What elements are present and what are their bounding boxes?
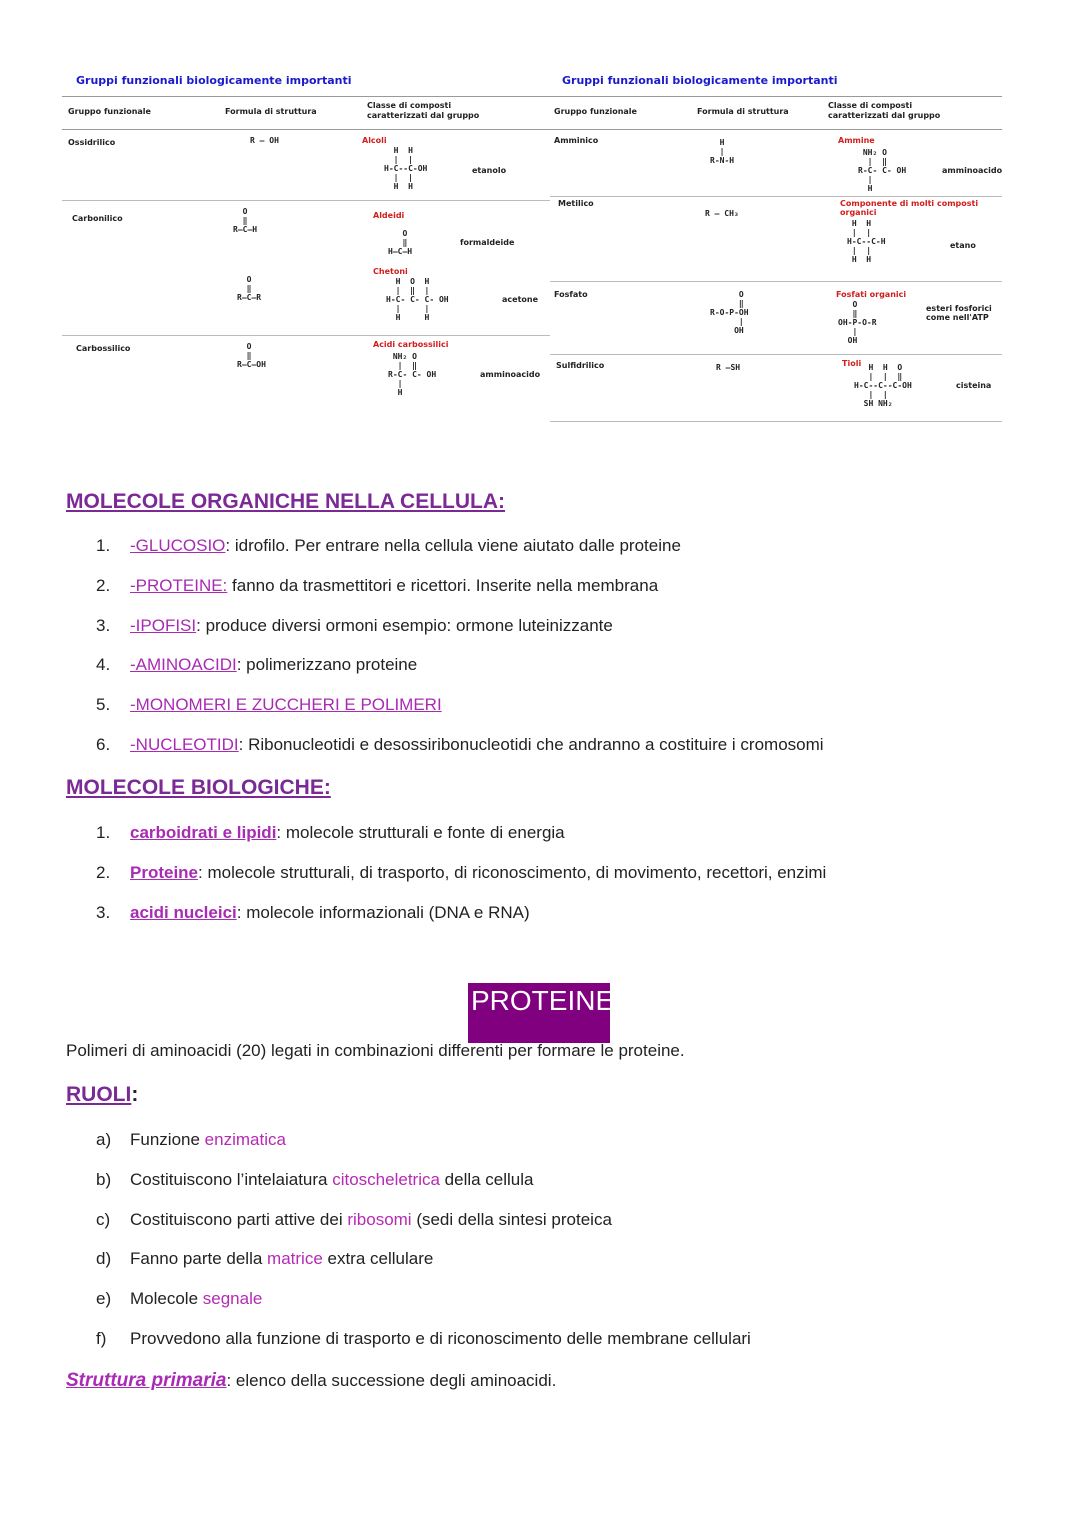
- structural-formula: R — OH: [250, 136, 279, 145]
- structural-formula: H | R-N-H: [710, 138, 735, 165]
- ruoli-list: [96, 1129, 751, 1368]
- list-number: 6.: [96, 734, 111, 754]
- list-number: 4.: [96, 655, 111, 675]
- list-letter: d): [96, 1249, 112, 1269]
- term-link[interactable]: -AMINOACIDI: [130, 655, 237, 675]
- compound-class: Chetoni: [373, 267, 408, 276]
- list-letter: f): [96, 1328, 107, 1348]
- functional-groups-table-left: [62, 70, 550, 408]
- term-link[interactable]: Proteine: [130, 862, 199, 882]
- list-item: [96, 734, 824, 774]
- example-formula: NH₂ O | ‖ R-C- C- OH | H: [858, 148, 907, 193]
- example-name: cisteina: [956, 381, 992, 390]
- term-link[interactable]: -IPOFISI: [130, 615, 197, 635]
- term-link[interactable]: -NUCLEOTIDI: [130, 734, 239, 754]
- table-header: [550, 96, 1002, 130]
- list-number: 1.: [96, 536, 111, 555]
- compound-class: Componente di molti composti organici: [840, 199, 979, 217]
- table-row: [550, 282, 1002, 355]
- organic-molecules-list: [96, 535, 824, 774]
- header-class: Classe di composti caratterizzati dal gruppo: [367, 101, 480, 120]
- list-item: [96, 575, 824, 615]
- group-name: Sulfidrilico: [556, 361, 605, 370]
- item-text: : polimerizzano proteine: [236, 655, 418, 675]
- group-name: Fosfato: [554, 290, 588, 299]
- item-text: Costituiscono l’intelaiatura: [130, 1169, 333, 1189]
- list-letter: e): [96, 1289, 112, 1309]
- ruoli-colon: :: [131, 1083, 139, 1106]
- list-item: [96, 1209, 751, 1249]
- term-link[interactable]: -PROTEINE:: [130, 575, 228, 595]
- list-item: [96, 654, 824, 694]
- header-formula: Formula di struttura: [697, 107, 789, 116]
- functional-groups-table-right: [550, 70, 1002, 422]
- group-name: Amminico: [554, 136, 599, 145]
- list-item: [96, 1328, 751, 1368]
- list-number: 1.: [96, 823, 111, 842]
- structural-formula: O ‖ R-O-P-OH | OH: [710, 290, 749, 335]
- list-item: [96, 1248, 751, 1288]
- highlight-term: citoscheletrica: [332, 1169, 440, 1189]
- example-name: formaldeide: [460, 238, 515, 247]
- table-title: Gruppi funzionali biologicamente importanti: [562, 74, 838, 87]
- item-text: Funzione: [130, 1130, 205, 1149]
- structural-formula: O ‖ R—C—OH: [237, 342, 266, 369]
- header-formula: Formula di struttura: [225, 107, 317, 116]
- example-name: etano: [950, 241, 976, 250]
- compound-class: Ammine: [838, 136, 875, 145]
- ruoli-heading: [66, 1083, 138, 1107]
- table-row: [62, 265, 550, 336]
- item-text-end: (sedi della sintesi proteica: [411, 1209, 612, 1229]
- list-item: [96, 902, 826, 942]
- table-header: [62, 96, 550, 130]
- item-text: : Ribonucleotidi e desossiribonucleotidi che andranno a costituire i cromosomi: [238, 734, 824, 754]
- table-row: [550, 130, 1002, 197]
- highlight-term: segnale: [202, 1289, 263, 1309]
- example-formula: NH₂ O | ‖ R-C- C- OH | H: [388, 352, 437, 397]
- table-row: [550, 355, 1002, 422]
- term-link[interactable]: carboidrati e lipidi: [130, 823, 277, 842]
- highlight-term: matrice: [267, 1249, 323, 1269]
- compound-class: Acidi carbossilici: [373, 340, 449, 349]
- header-group: Gruppo funzionale: [554, 107, 637, 116]
- list-item: [96, 694, 824, 734]
- example-name: amminoacido: [480, 370, 541, 379]
- item-text: : molecole informazionali (DNA e RNA): [236, 902, 530, 922]
- list-item: [96, 1288, 751, 1328]
- struttura-primaria-line: [66, 1370, 556, 1392]
- item-text-end: della cellula: [439, 1169, 534, 1189]
- example-formula: O ‖ OH-P-O-R | OH: [838, 300, 877, 345]
- item-text: : molecole strutturali, di trasporto, di riconoscimento, di movimento, recettori, enzimi: [198, 862, 827, 882]
- example-formula: H O H | ‖ | H-C- C- C- OH | | H H: [386, 277, 449, 322]
- structural-formula: R —SH: [716, 363, 741, 372]
- item-text: Provvedono alla funzione di trasporto e di riconoscimento delle membrane cellulari: [130, 1328, 751, 1348]
- header-class: Classe di composti caratterizzati dal gruppo: [828, 101, 941, 120]
- section-heading-biological-molecules: MOLECOLE BIOLOGICHE:: [66, 776, 331, 799]
- table-row: [62, 130, 550, 201]
- item-text: fanno da trasmettitori e ricettori. Inserite nella membrana: [227, 575, 659, 595]
- struttura-primaria-link[interactable]: Struttura primaria: [66, 1370, 227, 1391]
- table-row: [62, 201, 550, 265]
- structural-formula: R — CH₃: [705, 209, 739, 218]
- group-name: Carbossilico: [76, 344, 131, 353]
- list-letter: c): [96, 1209, 111, 1229]
- list-number: 3.: [96, 615, 111, 635]
- item-text: Fanno parte della: [130, 1249, 268, 1269]
- structural-formula: O ‖ R—C—R: [237, 275, 262, 302]
- example-name: esteri fosforici come nell'ATP: [926, 304, 992, 322]
- list-item: [96, 1169, 751, 1209]
- ruoli-label: RUOLI: [66, 1083, 132, 1106]
- section-heading-organic-molecules: MOLECOLE ORGANICHE NELLA CELLULA:: [66, 490, 506, 513]
- example-formula: H H | | H-C--C-H | | H H: [847, 219, 886, 264]
- compound-class: Tioli: [842, 359, 862, 368]
- list-item: [96, 862, 826, 902]
- item-text: : produce diversi ormoni esempio: ormone luteinizzante: [196, 615, 613, 635]
- example-name: amminoacido: [942, 166, 1003, 175]
- example-formula: H H | | H-C--C-OH | | H H: [384, 146, 428, 191]
- list-number: 3.: [96, 902, 111, 922]
- list-item: [96, 1129, 751, 1169]
- group-name: Metilico: [558, 199, 594, 208]
- term-link[interactable]: -GLUCOSIO: [130, 536, 226, 555]
- highlight-term: ribosomi: [347, 1209, 412, 1229]
- compound-class: Aldeidi: [373, 211, 405, 220]
- item-text-end: extra cellulare: [322, 1249, 434, 1269]
- compound-class: Fosfati organici: [836, 290, 907, 299]
- example-formula: H H O | | ‖ H-C--C--C-OH | | SH NH₂: [854, 363, 912, 408]
- struttura-primaria-text: : elenco della successione degli aminoacidi.: [226, 1371, 557, 1390]
- list-number: 2.: [96, 862, 111, 882]
- item-text: Molecole: [130, 1289, 203, 1309]
- list-item: [96, 615, 824, 655]
- highlight-term: enzimatica: [204, 1130, 286, 1149]
- list-item: [96, 535, 824, 575]
- list-number: 5.: [96, 695, 111, 715]
- item-text: Costituiscono parti attive dei: [130, 1209, 348, 1229]
- list-letter: b): [96, 1169, 112, 1189]
- group-name: Carbonilico: [72, 214, 123, 223]
- item-text: : idrofilo. Per entrare nella cellula viene aiutato dalle proteine: [225, 536, 681, 555]
- compound-class: Alcoli: [362, 136, 387, 145]
- functional-groups-tables: [62, 70, 1002, 450]
- example-name: acetone: [502, 295, 539, 304]
- example-name: etanolo: [472, 166, 507, 175]
- proteine-banner: PROTEINE:: [468, 983, 610, 1043]
- table-title: Gruppi funzionali biologicamente importanti: [76, 74, 352, 87]
- term-link[interactable]: -MONOMERI E ZUCCHERI E POLIMERI: [130, 695, 442, 715]
- term-link[interactable]: acidi nucleici: [130, 902, 237, 922]
- header-group: Gruppo funzionale: [68, 107, 151, 116]
- table-row: [62, 336, 550, 408]
- group-name: Ossidrilico: [68, 138, 116, 147]
- example-formula: O ‖ H—C—H: [388, 229, 413, 256]
- item-text: : molecole strutturali e fonte di energia: [276, 823, 565, 842]
- biological-molecules-list: [96, 822, 826, 941]
- list-number: 2.: [96, 575, 111, 595]
- list-item: [96, 822, 826, 862]
- list-letter: a): [96, 1130, 112, 1149]
- table-row: [550, 197, 1002, 282]
- proteine-paragraph: Polimeri di aminoacidi (20) legati in combinazioni differenti per formare le proteine.: [66, 1041, 685, 1060]
- structural-formula: O ‖ R—C—H: [233, 207, 258, 234]
